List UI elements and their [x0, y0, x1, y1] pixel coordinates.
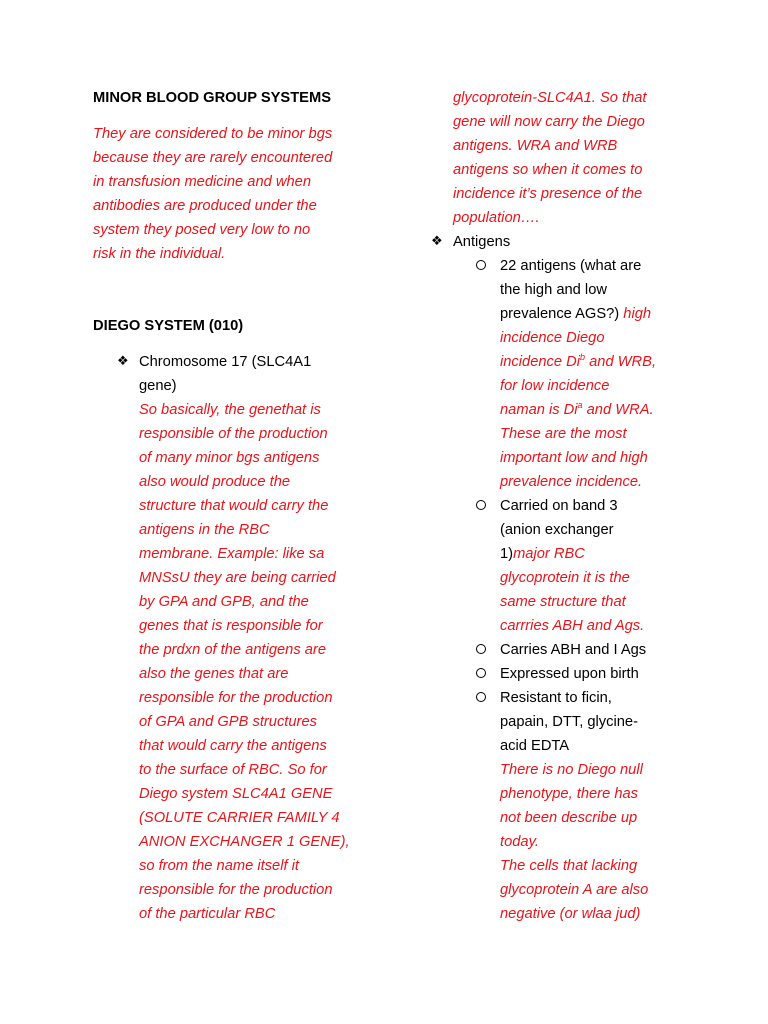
- text-line: [500, 542, 644, 566]
- text-line: system they posed very low to no: [93, 222, 311, 238]
- text-line: also the genes that are: [139, 666, 289, 682]
- text-line: acid EDTA: [500, 738, 570, 754]
- superscript: a: [577, 400, 583, 410]
- text-line: Resistant to ficin,: [500, 690, 612, 706]
- text-line: (SOLUTE CARRIER FAMILY 4: [139, 810, 340, 826]
- text-line: of many minor bgs antigens: [139, 450, 320, 466]
- text-line: by GPA and GPB, and the: [139, 594, 309, 610]
- text-line: So basically, the genethat is: [139, 402, 321, 418]
- sub-bullet-22-antigens: [500, 254, 656, 494]
- text-line: because they are rarely encountered: [93, 150, 333, 166]
- text-line: papain, DTT, glycine-: [500, 714, 638, 730]
- text-line: (anion exchanger: [500, 522, 614, 538]
- text-line: glycoprotein A are also: [500, 882, 649, 898]
- sub-bullet-band3: [500, 494, 644, 638]
- text-line: responsible for the production: [139, 690, 333, 706]
- text-span: 1): [500, 546, 514, 562]
- text-line: carrries ABH and Ags.: [500, 618, 645, 634]
- text-line: to the surface of RBC. So for: [139, 762, 327, 778]
- text-line: not been describe up: [500, 810, 638, 826]
- text-line: the high and low: [500, 282, 607, 298]
- sub-bullet-abh: Carries ABH and I Ags: [500, 642, 647, 658]
- circle-bullet-icon: [476, 500, 486, 510]
- section-heading-diego: DIEGO SYSTEM (010): [93, 318, 244, 334]
- text-span: and WRB,: [585, 354, 657, 370]
- text-line: for low incidence: [500, 378, 610, 394]
- bullet-chromosome: [139, 350, 350, 926]
- text-line: antigens in the RBC: [139, 522, 270, 538]
- circle-bullet-icon: [476, 668, 486, 678]
- text-line: that would carry the antigens: [139, 738, 327, 754]
- text-line: negative (or wlaa jud): [500, 906, 641, 922]
- antigens-label: Antigens: [453, 234, 511, 250]
- text-line: also would produce the: [139, 474, 291, 490]
- intro-paragraph: [93, 122, 332, 266]
- circle-bullet-icon: [476, 644, 486, 654]
- text-line: antibodies are produced under the: [93, 198, 317, 214]
- text-line: population….: [453, 210, 540, 226]
- text-line: ANION EXCHANGER 1 GENE),: [139, 834, 350, 850]
- text-line: phenotype, there has: [500, 786, 639, 802]
- text-line: They are considered to be minor bgs: [93, 126, 333, 142]
- text-line: These are the most: [500, 426, 627, 442]
- text-span: high: [623, 306, 652, 322]
- bullet-chromosome-notes: [139, 398, 350, 926]
- text-line: structure that would carry the: [139, 498, 329, 514]
- diamond-bullet-icon: ❖: [431, 233, 443, 248]
- sub-bullet-birth: Expressed upon birth: [500, 666, 639, 682]
- text-span: incidence Di: [500, 354, 581, 370]
- text-line: Carried on band 3: [500, 498, 618, 514]
- text-line: risk in the individual.: [93, 246, 226, 262]
- continued-paragraph: [453, 86, 647, 230]
- text-line: important low and high: [500, 450, 648, 466]
- text-span: naman is Di: [500, 402, 578, 418]
- text-line: incidence it’s presence of the: [453, 186, 643, 202]
- text-line: incidence Diego: [500, 330, 605, 346]
- text-line: antigens so when it comes to: [453, 162, 643, 178]
- text-line: gene will now carry the Diego: [453, 114, 645, 130]
- text-line: same structure that: [500, 594, 626, 610]
- text-span: and WRA.: [582, 402, 654, 418]
- text-line: antigens. WRA and WRB: [453, 138, 618, 154]
- text-line: 22 antigens (what are: [500, 258, 642, 274]
- text-line: genes that is responsible for: [139, 618, 323, 634]
- text-line: in transfusion medicine and when: [93, 174, 311, 190]
- text-line: [500, 350, 656, 374]
- text-line: Chromosome 17 (SLC4A1: [139, 354, 312, 370]
- text-line: The cells that lacking: [500, 858, 638, 874]
- text-line: gene): [139, 378, 177, 394]
- text-line: responsible of the production: [139, 426, 328, 442]
- text-span: prevalence AGS?): [500, 306, 624, 322]
- text-line: [500, 302, 656, 326]
- text-line: glycoprotein it is the: [500, 570, 630, 586]
- text-line: the prdxn of the antigens are: [139, 642, 326, 658]
- text-line: responsible for the production: [139, 882, 333, 898]
- text-line: Diego system SLC4A1 GENE: [139, 786, 333, 802]
- page-title: MINOR BLOOD GROUP SYSTEMS: [93, 90, 332, 106]
- circle-bullet-icon: [476, 692, 486, 702]
- text-line: prevalence incidence.: [500, 474, 643, 490]
- text-line: of GPA and GPB structures: [139, 714, 317, 730]
- text-line: [500, 398, 656, 422]
- text-line: membrane. Example: like sa: [139, 546, 325, 562]
- text-line: glycoprotein-SLC4A1. So that: [453, 90, 647, 106]
- circle-bullet-icon: [476, 260, 486, 270]
- text-line: MNSsU they are being carried: [139, 570, 336, 586]
- text-line: There is no Diego null: [500, 762, 643, 778]
- text-span: major RBC: [513, 546, 585, 562]
- superscript: b: [580, 352, 586, 362]
- text-line: so from the name itself it: [139, 858, 299, 874]
- text-line: of the particular RBC: [139, 906, 276, 922]
- diamond-bullet-icon: ❖: [117, 353, 129, 368]
- sub-bullet-resistant: [500, 686, 648, 926]
- text-line: today.: [500, 834, 539, 850]
